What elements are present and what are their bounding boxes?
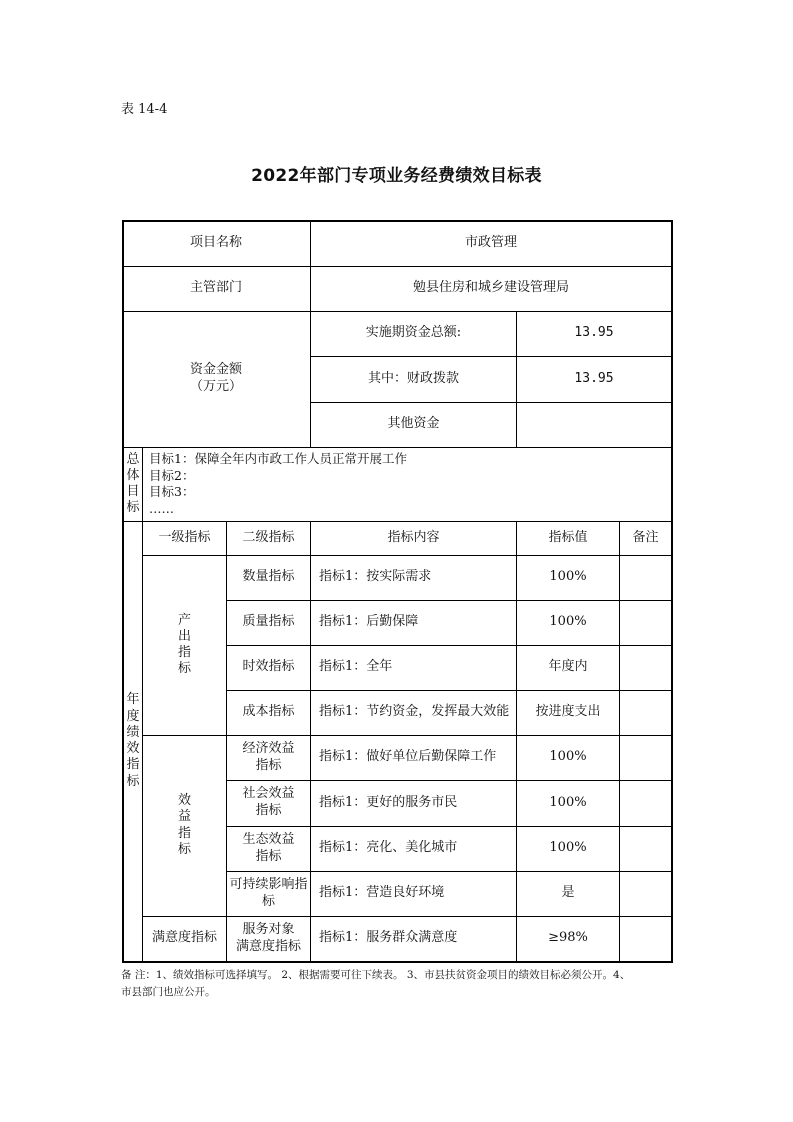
output-remark: [620, 600, 671, 645]
benefit-level2-line2: 指标: [255, 803, 282, 818]
output-char: 指: [177, 645, 191, 660]
benefit-content: 指标1：做好单位后勤保障工作: [319, 749, 497, 765]
benefit-level2: [227, 871, 310, 916]
output-value: 按进度支出: [535, 704, 601, 720]
benefit-remark: [620, 735, 671, 780]
header-level1: 一级指标: [158, 529, 211, 545]
annual-indicators-char: 度: [126, 708, 140, 724]
benefit-level2-line1: 经济效益: [242, 740, 295, 756]
satisfaction-level2-line1: 服务对象: [242, 921, 295, 937]
output-remark: [620, 690, 671, 735]
benefit-value: 100%: [549, 794, 587, 810]
goal-item: ……: [149, 500, 174, 516]
goal-item: 目标2：: [149, 467, 195, 483]
benefit-content: 指标1：更好的服务市民: [319, 794, 458, 810]
satisfaction-remark: [620, 916, 671, 961]
header-value: 指标值: [548, 529, 588, 545]
benefit-char: 效: [177, 793, 191, 808]
footnote: [121, 967, 681, 1001]
output-content: 指标1：节约资金，发挥最大效能: [319, 704, 510, 720]
department-value: 勉县住房和城乡建设管理局: [412, 280, 569, 296]
benefit-value: 100%: [549, 749, 587, 765]
overall-goals-char: 体: [126, 467, 140, 483]
funds-fiscal-value: 13.95: [574, 370, 614, 386]
funds-total-value: 13.95: [574, 325, 614, 341]
benefit-content: 指标1：亮化、美化城市: [319, 840, 458, 856]
funds-label: [122, 311, 310, 447]
benefit-level2-line2: 标: [261, 893, 275, 909]
table-border-bottom: [122, 961, 673, 963]
satisfaction-value: ≥98%: [548, 930, 588, 946]
goal-item: 目标3：: [149, 484, 195, 499]
benefit-content: 指标1：营造良好环境: [319, 885, 445, 901]
funds-other-label: 其他资金: [387, 416, 440, 432]
benefit-char: 标: [177, 841, 191, 857]
output-remark: [620, 645, 671, 690]
footnote-line1: 备 注：1、绩效指标可选择填写。 2、根据需要可往下续表。 3、市县扶贫资金项目的绩效目标必须公开。4、: [121, 969, 631, 981]
satisfaction-content: 指标1：服务群众满意度: [319, 930, 458, 946]
benefit-level2-line1: 生态效益: [242, 831, 295, 847]
funds-fiscal-label: 其中：财政拨款: [367, 370, 459, 386]
annual-indicators-char: 指: [126, 757, 140, 773]
annual-indicators-char: 年: [126, 692, 140, 708]
output-level2: 质量指标: [242, 614, 295, 630]
output-remark: [620, 555, 671, 600]
satisfaction-level2: [227, 916, 310, 961]
overall-goals-char: 目: [126, 484, 140, 499]
output-char: 产: [177, 612, 191, 628]
annual-indicators-char: 标: [126, 773, 140, 789]
benefit-remark: [620, 780, 671, 826]
output-char: 标: [177, 661, 191, 677]
output-content: 指标1：按实际需求: [319, 569, 432, 585]
benefit-remark: [620, 871, 671, 916]
output-value: 年度内: [548, 659, 588, 675]
benefit-remark: [620, 826, 671, 871]
benefit-level2: [227, 780, 310, 826]
benefit-value: 是: [561, 885, 575, 901]
benefit-char: 指: [177, 825, 191, 841]
benefit-value: 100%: [549, 840, 587, 856]
performance-target-table: [122, 220, 673, 963]
funds-label-line1: 资金金额: [189, 362, 242, 378]
table-number-label: 表 14-4: [121, 102, 168, 117]
funds-label-line2: （万元）: [189, 379, 242, 394]
annual-indicators-label: [124, 521, 142, 961]
annual-indicators-char: 效: [126, 741, 140, 756]
goal-item: 目标1：保障全年内市政工作人员正常开展工作: [149, 451, 407, 466]
benefit-level2: [227, 735, 310, 780]
output-content: 指标1：后勤保障: [319, 614, 419, 630]
funds-other-value: [517, 402, 671, 447]
header-level2: 二级指标: [242, 529, 295, 545]
footnote-line2: 市县部门也应公开。: [121, 985, 216, 998]
benefit-level2-line2: 指标: [255, 757, 282, 773]
benefit-level2-line2: 指标: [255, 848, 282, 864]
funds-total-label: 实施期资金总额:: [365, 325, 462, 341]
benefit-level2-line1: 社会效益: [242, 786, 295, 802]
output-value: 100%: [549, 569, 587, 585]
output-level2: 时效指标: [242, 659, 295, 675]
header-remark: 备注: [632, 529, 659, 545]
overall-goals-label: [124, 447, 142, 521]
output-value: 100%: [549, 614, 587, 630]
output-char: 出: [177, 628, 191, 644]
satisfaction-level2-line2: 满意度指标: [235, 938, 301, 954]
overall-goals-char: 标: [126, 500, 140, 516]
satisfaction-label: 满意度指标: [151, 930, 217, 946]
overall-goals-list: [143, 448, 671, 521]
table-border-right: [671, 220, 673, 963]
annual-indicators-char: 绩: [126, 724, 140, 740]
project-name-label: 项目名称: [189, 234, 242, 250]
project-name-value: 市政管理: [464, 234, 517, 250]
benefit-level2-line1: 可持续影响指: [229, 876, 308, 892]
page-title: 2022年部门专项业务经费绩效目标表: [251, 166, 542, 186]
output-level2: 数量指标: [242, 569, 295, 585]
benefit-indicators-label: [143, 735, 226, 916]
output-content: 指标1：全年: [319, 659, 393, 675]
department-label: 主管部门: [189, 280, 242, 296]
benefit-level2: [227, 826, 310, 871]
benefit-char: 益: [177, 809, 191, 825]
output-level2: 成本指标: [242, 704, 295, 720]
header-content: 指标内容: [387, 529, 440, 545]
overall-goals-char: 总: [126, 451, 140, 467]
output-indicators-label: [143, 555, 226, 735]
